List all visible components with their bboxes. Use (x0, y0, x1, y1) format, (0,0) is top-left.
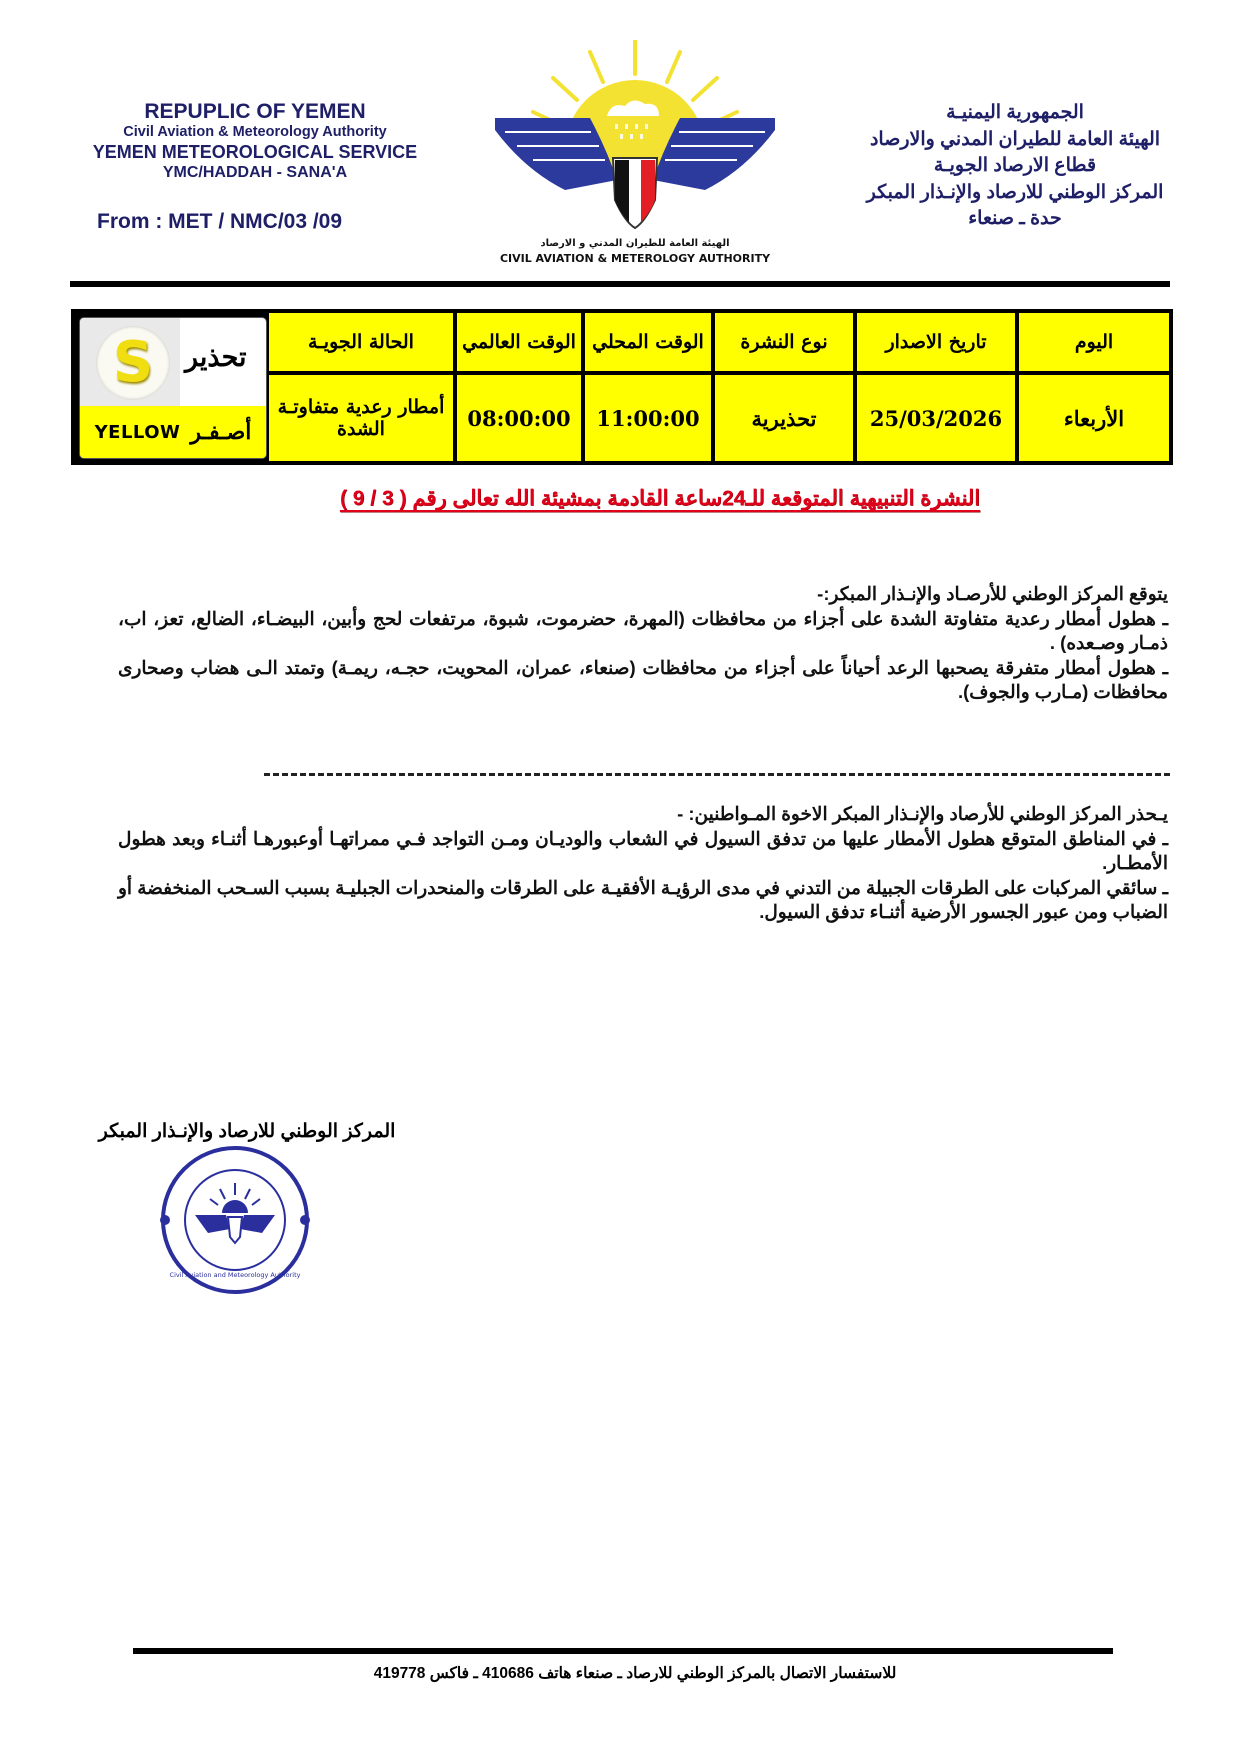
country-name-en: REPUPLIC OF YEMEN (144, 100, 366, 123)
warning-info-table (71, 309, 1173, 465)
header-english-block (70, 100, 440, 183)
forecast-intro: يتوقع المركز الوطني للأرصـاد والإنـذار المبكر:- (817, 583, 1168, 604)
center-name-ar: المركز الوطني للارصاد والإنـذار المبكر (866, 181, 1164, 203)
header-arabic-block (835, 100, 1195, 233)
footer-contact: للاستفسار الاتصال بالمركز الوطني للارصاد ـ صنعاء هاتف 410686 ـ فاكس 419778 (373, 1665, 897, 1682)
header-day: اليوم (1019, 313, 1169, 371)
country-name-ar: الجمهورية اليمنيـة (946, 102, 1084, 123)
stamp-text: Civil Aviation and Meteorology Authority (169, 1271, 301, 1279)
value-utc-time: 08:00:00 (457, 375, 581, 461)
warning-level-ar: أصـفـر (190, 419, 252, 445)
warning-level-badge (79, 317, 267, 459)
warning-s-icon: S (96, 326, 170, 400)
header-divider (70, 281, 1170, 287)
authority-name-ar: الهيئة العامة للطيران المدني والارصاد (869, 128, 1161, 150)
footer-divider (133, 1648, 1113, 1654)
warning-level-en: YELLOW (94, 421, 181, 443)
value-issue-date: 25/03/2026 (857, 375, 1015, 461)
logo-ring-text-ar: الهيئة العامة للطيران المدني و الارصاد (540, 238, 730, 249)
value-local-time: 11:00:00 (585, 375, 711, 461)
location-ar: حدة ـ صنعاء (968, 208, 1062, 229)
location-en: YMC/HADDAH - SANA'A (162, 164, 348, 181)
service-name-en: YEMEN METEOROLOGICAL SERVICE (92, 142, 418, 162)
warnings-section (118, 802, 1168, 925)
value-day: الأربعاء (1019, 375, 1169, 461)
warning-label: تحذير (185, 342, 247, 373)
authority-name-en: Civil Aviation & Meteorology Authority (123, 124, 387, 140)
logo-ring-text: CIVIL AVIATION & METEROLOGY AUTHORITY (499, 252, 771, 265)
forecast-section (118, 582, 1168, 705)
section-divider (264, 773, 1170, 776)
official-stamp (160, 1145, 310, 1295)
header-weather: الحالة الجويـة (269, 313, 453, 371)
warning-item: ـ في المناطق المتوقع هطول الأمطار عليها من تدفق السيول في الشعاب والوديـان ومـن التواجد فـي ممراتهـا أوعبورهـا أثنـاء وبعد هطول الأمطـار. (118, 827, 1168, 873)
bulletin-title: النشرة التنبيهية المتوقعة للـ24ساعة القادمة بمشيئة الله تعالى رقم ( 3 / 9 ) (339, 487, 981, 510)
signature-label: المركز الوطني للارصاد والإنـذار المبكر (98, 1121, 396, 1142)
from-reference: From : MET / NMC/03 /09 (97, 210, 343, 233)
warnings-intro: يـحذر المركز الوطني للأرصاد والإنـذار المبكر الاخوة المـواطنين: - (677, 803, 1168, 824)
value-weather: أمطار رعدية متفاوتـة الشدة (269, 375, 453, 461)
sector-name-ar: قطاع الارصاد الجويـة (933, 155, 1097, 176)
value-bulletin-type: تحذيرية (715, 375, 853, 461)
authority-logo (495, 40, 775, 280)
header-issue-date: تاريخ الاصدار (857, 313, 1015, 371)
header-local-time: الوقت المحلي (585, 313, 711, 371)
header-utc-time: الوقت العالمي (457, 313, 581, 371)
header-bulletin-type: نوع النشرة (715, 313, 853, 371)
warning-item: ـ سائقي المركبات على الطرقات الجبيلة من التدني في مدى الرؤيـة الأفقيـة على الطرقات والمنحدرات الجبليـة بسبب السـحب المنخفضة أو الضباب ومن عبور الجسور الأرضية أثنـاء تدفق السيول. (118, 876, 1168, 922)
logo-emblem-icon (495, 40, 775, 280)
stamp-seal-icon (160, 1145, 310, 1295)
forecast-item: ـ هطول أمطار متفرقة يصحبها الرعد أحياناً على أجزاء من محافظات (صنعاء، عمران، المحويت، حجـه، ريمـة) وتمتد الـى هضاب وصحارى محافظات (مـارب والجوف). (118, 656, 1168, 702)
forecast-item: ـ هطول أمطار رعدية متفاوتة الشدة على أجزاء من محافظات (المهرة، حضرموت، شبوة، مرتفعات لحج وأبين، البيضـاء، الضالع، تعز، اب، ذمـار وصـعده) . (118, 607, 1168, 653)
